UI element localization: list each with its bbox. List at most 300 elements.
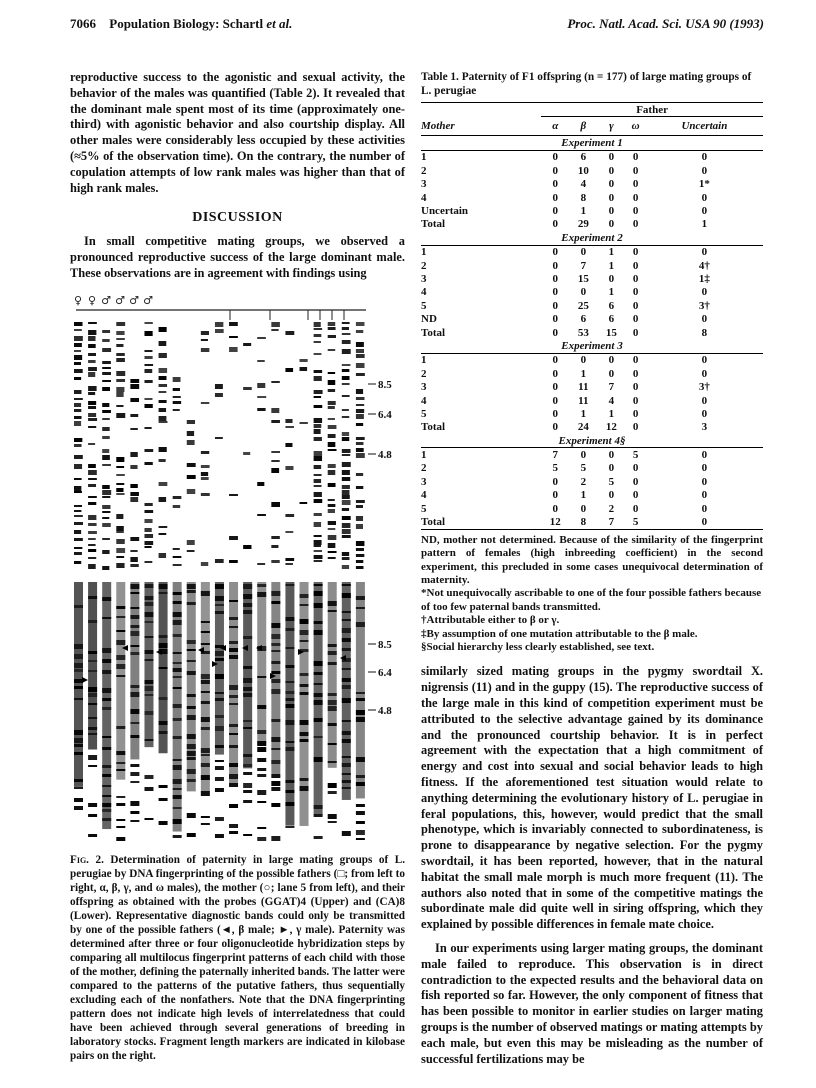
gel-band [328, 610, 337, 612]
gel-band [130, 735, 139, 738]
gel-band [116, 751, 125, 755]
gel-band [88, 538, 96, 540]
gel-band [116, 331, 124, 335]
gel-band [144, 510, 153, 513]
gel-band [257, 801, 266, 803]
gel-band [328, 783, 337, 788]
table-footnote: ‡By assumption of one mutation attributable to the β male. [421, 627, 698, 640]
gel-band [328, 693, 337, 696]
gel-band [102, 464, 111, 466]
table-row [421, 259, 763, 272]
gel-band [201, 621, 210, 623]
gel-band [257, 837, 266, 841]
gel-band [229, 745, 238, 748]
table-cell: 0 [701, 394, 708, 407]
table-cell: 5 [632, 449, 639, 462]
gel-band [314, 814, 323, 817]
gel-band [74, 409, 81, 412]
gel-band [229, 685, 238, 690]
gel-band [243, 764, 252, 767]
table-cell: Total [421, 421, 446, 434]
gel-band [271, 329, 278, 331]
gel-band [159, 553, 166, 558]
gel-band [314, 513, 322, 516]
gel-band [144, 602, 153, 606]
gel-band [102, 427, 109, 431]
gel-band [271, 671, 280, 674]
gel-band [215, 715, 224, 718]
gel-band [328, 449, 337, 451]
gel-band [300, 684, 309, 687]
table-cell: 0 [632, 407, 639, 420]
gel-band [314, 499, 323, 503]
gel-band [130, 722, 139, 724]
gel-band [314, 456, 322, 461]
gel-band [116, 322, 125, 326]
gel-band [356, 821, 365, 824]
gel-band [342, 552, 349, 556]
gel-band [173, 819, 182, 824]
gel-band [187, 431, 194, 436]
gel-band [342, 619, 351, 621]
table-cell: 3 [421, 272, 427, 285]
gel-band [116, 387, 124, 392]
table-cell: 0 [701, 151, 708, 164]
gel-band [328, 700, 337, 705]
gel-band [201, 701, 210, 704]
gel-band [285, 691, 294, 694]
gel-band [328, 761, 337, 763]
table-cell: 0 [632, 259, 639, 272]
gel-band [116, 466, 124, 468]
gel-band [102, 648, 111, 653]
gel-band [342, 685, 351, 689]
discussion-heading: DISCUSSION [192, 210, 283, 226]
gel-band [144, 380, 152, 383]
table-cell: 0 [608, 164, 615, 177]
gel-band [314, 672, 323, 675]
column-header: γ [597, 117, 625, 136]
gel-band [201, 477, 209, 480]
gel-band [201, 717, 210, 722]
gel-band [173, 620, 182, 625]
experiment-heading-row [421, 434, 763, 448]
gel-band [314, 485, 322, 487]
gel-band [102, 511, 110, 513]
gel-band [229, 494, 238, 496]
gel-band [342, 720, 351, 722]
gel-band [116, 344, 123, 347]
gel-band [102, 387, 110, 391]
gel-band [88, 496, 97, 498]
gel-band [88, 803, 97, 807]
gel-band [74, 444, 82, 447]
experiment-heading-row [421, 136, 763, 150]
table-cell: 0 [701, 286, 708, 299]
gel-band [74, 798, 83, 802]
gel-band [314, 718, 323, 722]
gel-band [116, 353, 125, 356]
table-cell: Uncertain [421, 205, 469, 218]
gel-band [130, 537, 139, 541]
gel-band [187, 671, 196, 675]
gel-band [328, 821, 337, 823]
gel-band [116, 726, 125, 729]
gel-band [88, 406, 96, 409]
gel-band [215, 584, 224, 589]
gel-band [356, 473, 363, 476]
experiment-title: Experiment 3 [421, 339, 763, 353]
gel-band [187, 751, 196, 756]
gel-band [144, 350, 152, 352]
discussion-larger-groups: In our experiments using larger mating groups, the dominant male failed to reproduce. This observation is in direct contradiction to the expected results and the behavioral data on fish reported so far. However, the only component of fitness that has been possible to monitor in earlier studies on larger mating groups is the number of observed matings or mating attempts by each male, but even this may be misleading as the number of successful fertilizations may be [421, 940, 763, 1066]
sex-symbol: ♀ [73, 293, 83, 307]
gel-band [187, 463, 196, 467]
gel-band [173, 634, 182, 637]
table-row [421, 448, 763, 462]
gel-band [74, 343, 82, 347]
gel-band [215, 777, 224, 781]
gel-band [328, 601, 337, 606]
gel-band [144, 534, 153, 538]
gel-band [328, 464, 336, 468]
gel-band [328, 651, 337, 655]
gel-band [173, 396, 181, 398]
gel-band [342, 490, 350, 495]
gel-band [342, 485, 350, 489]
gel-band [300, 640, 309, 642]
gel-band [285, 704, 294, 708]
gel-band [285, 747, 294, 751]
table-cell: 7 [608, 381, 615, 394]
gel-band [215, 611, 224, 614]
gel-band [314, 451, 322, 456]
gel-band [314, 370, 323, 373]
gel-band [300, 778, 309, 781]
gel-band [102, 436, 110, 439]
table-cell: 1 [701, 218, 708, 231]
left-column [70, 70, 405, 1063]
gel-band [74, 738, 83, 743]
gel-band [342, 322, 350, 324]
gel-band [356, 804, 365, 807]
gel-band [314, 535, 322, 537]
gel-band [271, 536, 279, 539]
gel-band [243, 452, 250, 455]
table-cell: 0 [632, 475, 639, 488]
gel-smear [314, 582, 323, 815]
gel-band [144, 612, 153, 617]
table-row [421, 312, 763, 325]
gel-band [159, 667, 168, 669]
table-cell: 0 [608, 191, 615, 204]
gel-band [102, 765, 111, 768]
gel-band [215, 692, 224, 694]
discussion-paragraph: In small competitive mating groups, we observed a pronounced reproductive success of the large dominant male. These observations are in agreement with findings using [70, 234, 405, 280]
gel-band [314, 522, 321, 527]
gel-band [74, 787, 83, 789]
gel-band [130, 497, 138, 502]
gel-band [74, 403, 81, 407]
table-cell: 7 [552, 449, 558, 462]
gel-band [257, 741, 266, 746]
gel-band [328, 791, 337, 794]
gel-band [314, 683, 323, 685]
gel-band [257, 408, 265, 411]
gel-band [342, 364, 351, 366]
gel-band [144, 711, 153, 715]
gel-band [356, 782, 365, 786]
gel-band [74, 505, 82, 507]
gel-band [159, 584, 168, 589]
gel-band [88, 322, 97, 324]
table-row [421, 150, 763, 164]
gel-band [88, 703, 97, 705]
gel-band [328, 557, 336, 559]
gel-band [74, 806, 83, 810]
gel-band [215, 604, 224, 606]
gel-band [102, 339, 109, 342]
gel-band [243, 678, 252, 683]
gel-band [173, 718, 182, 721]
table-row [421, 489, 763, 502]
gel-band [187, 440, 195, 445]
gel-band [74, 686, 83, 689]
table-cell: 0 [608, 178, 615, 191]
gel-band [88, 478, 97, 480]
gel-band [229, 617, 238, 620]
table-cell: 4 [421, 191, 427, 204]
gel-band [257, 768, 266, 771]
table-row [421, 218, 763, 231]
gel-band [144, 462, 152, 465]
table-cell: 2 [421, 462, 427, 475]
gel-band [328, 706, 337, 711]
gel-band [187, 584, 196, 589]
gel-band [159, 497, 167, 502]
gel-band [243, 834, 252, 836]
gel-band [342, 477, 350, 481]
gel-band [159, 376, 167, 380]
table-cell: 6 [608, 299, 615, 312]
gel-band [271, 774, 280, 778]
gel-band [243, 727, 252, 729]
gel-band [144, 561, 152, 563]
gel-band [356, 453, 365, 458]
gel-band [88, 717, 97, 719]
gel-band [356, 830, 365, 835]
gel-band [144, 449, 153, 452]
table-cell: 0 [701, 246, 708, 259]
table-row [421, 286, 763, 299]
gel-band [356, 710, 365, 715]
gel-band [144, 621, 153, 623]
gel-band [144, 596, 153, 600]
gel-band [342, 516, 351, 520]
gel-smear [271, 582, 280, 774]
gel-band [328, 509, 335, 513]
gel-band [102, 410, 111, 413]
figure-caption [70, 853, 405, 1063]
gel-band [201, 643, 210, 645]
gel-band [271, 502, 280, 507]
gel-band [243, 666, 252, 669]
gel-band [342, 449, 351, 453]
gel-band [328, 543, 336, 548]
gel-band [300, 502, 308, 504]
gel-band [201, 631, 210, 633]
gel-band [356, 811, 365, 815]
gel-band [328, 389, 335, 392]
table-caption: Table 1. Paternity of F1 offspring (n = 177) of large mating groups of L. perugiae [421, 71, 752, 97]
gel-band [201, 791, 210, 796]
gel-band [356, 363, 365, 368]
gel-band [342, 383, 350, 385]
gel-band [116, 405, 123, 407]
table-cell: 0 [552, 286, 558, 299]
gel-band [328, 470, 336, 475]
gel-band [314, 429, 321, 434]
gel-band [285, 558, 294, 561]
table-cell: 0 [632, 299, 639, 312]
gel-band [187, 744, 196, 749]
gel-band [314, 396, 321, 398]
gel-band [130, 692, 139, 697]
gel-band [356, 448, 364, 452]
table-cell: 8 [580, 191, 587, 204]
gel-band [314, 390, 323, 394]
gel-band [173, 556, 182, 558]
gel-band [257, 337, 266, 339]
gel-band [314, 757, 323, 762]
gel-band [187, 734, 196, 739]
gel-band [102, 361, 111, 364]
sex-symbol: ♂ [115, 293, 125, 307]
table-row [421, 326, 763, 339]
table-cell: 1 [608, 246, 615, 259]
gel-band [187, 540, 195, 545]
gel-band [314, 550, 322, 552]
gel-band [173, 835, 182, 838]
gel-band [229, 703, 238, 705]
table-cell: 0 [552, 299, 558, 312]
gel-band [102, 795, 111, 797]
gel-band [102, 774, 111, 777]
gel-band [271, 836, 280, 841]
table-cell: 0 [608, 272, 615, 285]
gel-band [187, 715, 196, 720]
column-header: Uncertain [646, 117, 763, 136]
gel-band [116, 762, 125, 764]
gel-smear [201, 582, 210, 792]
gel-band [173, 401, 181, 404]
running-header-left [70, 16, 292, 32]
gel-band [116, 474, 125, 476]
table-cell: 10 [577, 164, 589, 177]
sex-symbol: ♀ [87, 293, 97, 307]
gel-band [271, 601, 280, 604]
experiment-title: Experiment 1 [421, 136, 763, 150]
gel-band [74, 322, 83, 326]
gel-band [229, 724, 238, 727]
gel-band [173, 496, 182, 499]
experiment-heading-row [421, 339, 763, 353]
dna-fingerprint-figure [70, 292, 405, 847]
gel-band [356, 437, 365, 440]
gel-band [314, 437, 322, 441]
gel-band [159, 821, 168, 825]
gel-band [88, 549, 96, 552]
gel-band [356, 838, 365, 840]
table-cell: 0 [701, 462, 708, 475]
gel-band [144, 528, 151, 532]
gel-band [201, 348, 209, 352]
gel-band [257, 790, 266, 795]
gel-band [130, 492, 139, 496]
gel-band [187, 590, 196, 593]
gel-band [144, 503, 152, 506]
gel-band [159, 635, 168, 638]
gel-band [285, 531, 293, 533]
table-cell: 5 [580, 462, 587, 475]
gel-band [356, 409, 364, 413]
table-cell: 0 [552, 381, 558, 394]
gel-band [328, 743, 337, 745]
gel-band [74, 605, 83, 608]
gel-band [187, 475, 196, 479]
gel-band [74, 350, 81, 352]
gel-band [144, 322, 152, 324]
gel-band [243, 800, 252, 803]
gel-band [187, 489, 195, 494]
gel-band [271, 460, 279, 462]
table-cell: 0 [701, 313, 708, 326]
journal-section: Population Biology: Schartl [109, 16, 264, 31]
gel-band [144, 775, 153, 779]
table-cell: 0 [701, 475, 708, 488]
table-cell: 1 [580, 205, 587, 218]
table-cell: 1 [421, 151, 427, 164]
gel-band [159, 643, 168, 648]
gel-band [130, 414, 138, 417]
gel-band [187, 779, 196, 782]
table-cell: 0 [580, 286, 587, 299]
gel-band [116, 548, 125, 553]
gel-band [314, 540, 322, 545]
gel-band [215, 726, 224, 731]
gel-band [159, 533, 167, 535]
gel-band [243, 720, 252, 722]
table-cell: 24 [577, 421, 589, 434]
authors-suffix: et al. [266, 16, 293, 31]
gel-band [271, 623, 280, 628]
table-cell: 0 [552, 421, 558, 434]
gel-band [130, 564, 138, 567]
table-cell: 0 [701, 449, 708, 462]
table-cell: Total [421, 515, 541, 529]
gel-band [243, 754, 252, 757]
right-column [421, 70, 763, 1067]
gel-band [285, 681, 294, 683]
table-cell: 0 [552, 151, 558, 164]
gel-band [159, 408, 166, 412]
gel-band [116, 413, 125, 418]
gel-band [229, 695, 238, 698]
gel-band [159, 447, 167, 452]
gel-band [271, 661, 280, 664]
gel-band [116, 837, 125, 841]
gel-band [88, 392, 95, 395]
